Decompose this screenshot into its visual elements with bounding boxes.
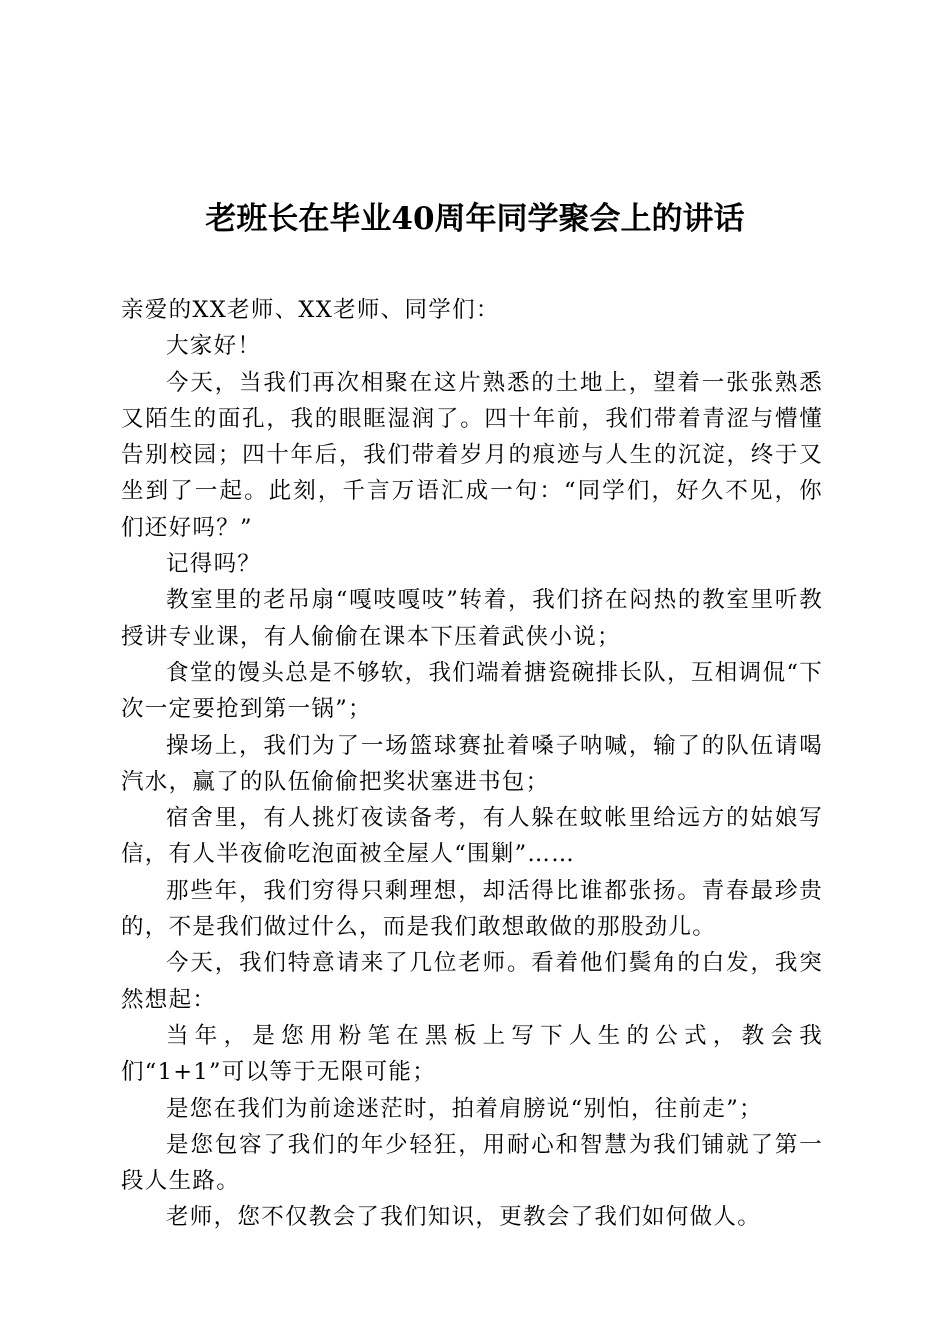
paragraph-playground: 操场上，我们为了一场篮球赛扯着嗓子呐喊，输了的队伍请喝汽水，赢了的队伍偷偷把奖状塞进书包； bbox=[121, 732, 823, 795]
paragraph-thanks: 老师，您不仅教会了我们知识，更教会了我们如何做人。 bbox=[166, 1204, 762, 1231]
paragraph-dormitory: 宿舍里，有人挑灯夜读备考，有人躲在蚊帐里给远方的姑娘写信，有人半夜偷吃泡面被全屋人“围剿”…… bbox=[121, 805, 823, 868]
paragraph-classroom: 教室里的老吊扇“嘎吱嘎吱”转着，我们挤在闷热的教室里听教授讲专业课，有人偷偷在课本下压着武侠小说； bbox=[121, 587, 823, 650]
paragraph-encouragement: 是您在我们为前途迷茫时，拍着肩膀说“别怕，往前走”； bbox=[166, 1095, 763, 1122]
paragraph-those-years: 那些年，我们穷得只剩理想，却活得比谁都张扬。青春最珍贵的，不是我们做过什么，而是我们敢想敢做的那股劲儿。 bbox=[121, 877, 823, 941]
paragraph-teachers-intro: 今天，我们特意请来了几位老师。看着他们鬓角的白发，我突然想起： bbox=[121, 950, 823, 1013]
paragraph-greeting: 大家好！ bbox=[166, 333, 262, 360]
document-title: 老班长在毕业40周年同学聚会上的讲话 bbox=[205, 201, 745, 237]
paragraph-tolerance: 是您包容了我们的年少轻狂，用耐心和智慧为我们铺就了第一段人生路。 bbox=[121, 1131, 823, 1195]
paragraph-canteen: 食堂的馒头总是不够软，我们端着搪瓷碗排长队，互相调侃“下次一定要抢到第一锅”； bbox=[121, 659, 823, 723]
paragraph-chalk: 当年，是您用粉笔在黑板上写下人生的公式，教会我们“1+1”可以等于无限可能； bbox=[121, 1022, 823, 1086]
paragraph-reunion: 今天，当我们再次相聚在这片熟悉的土地上，望着一张张熟悉又陌生的面孔，我的眼眶湿润了。四十年前，我们带着青涩与懵懂告别校园；四十年后，我们带着岁月的痕迹与人生的沉淀，终于又坐到了一起。此刻，千言万语汇成一句：“同学们，好久不见，你们还好吗？” bbox=[121, 369, 823, 541]
document-body bbox=[121, 292, 823, 1236]
salutation: 亲爱的XX老师、XX老师、同学们： bbox=[121, 297, 500, 323]
paragraph-remember: 记得吗？ bbox=[166, 551, 262, 578]
